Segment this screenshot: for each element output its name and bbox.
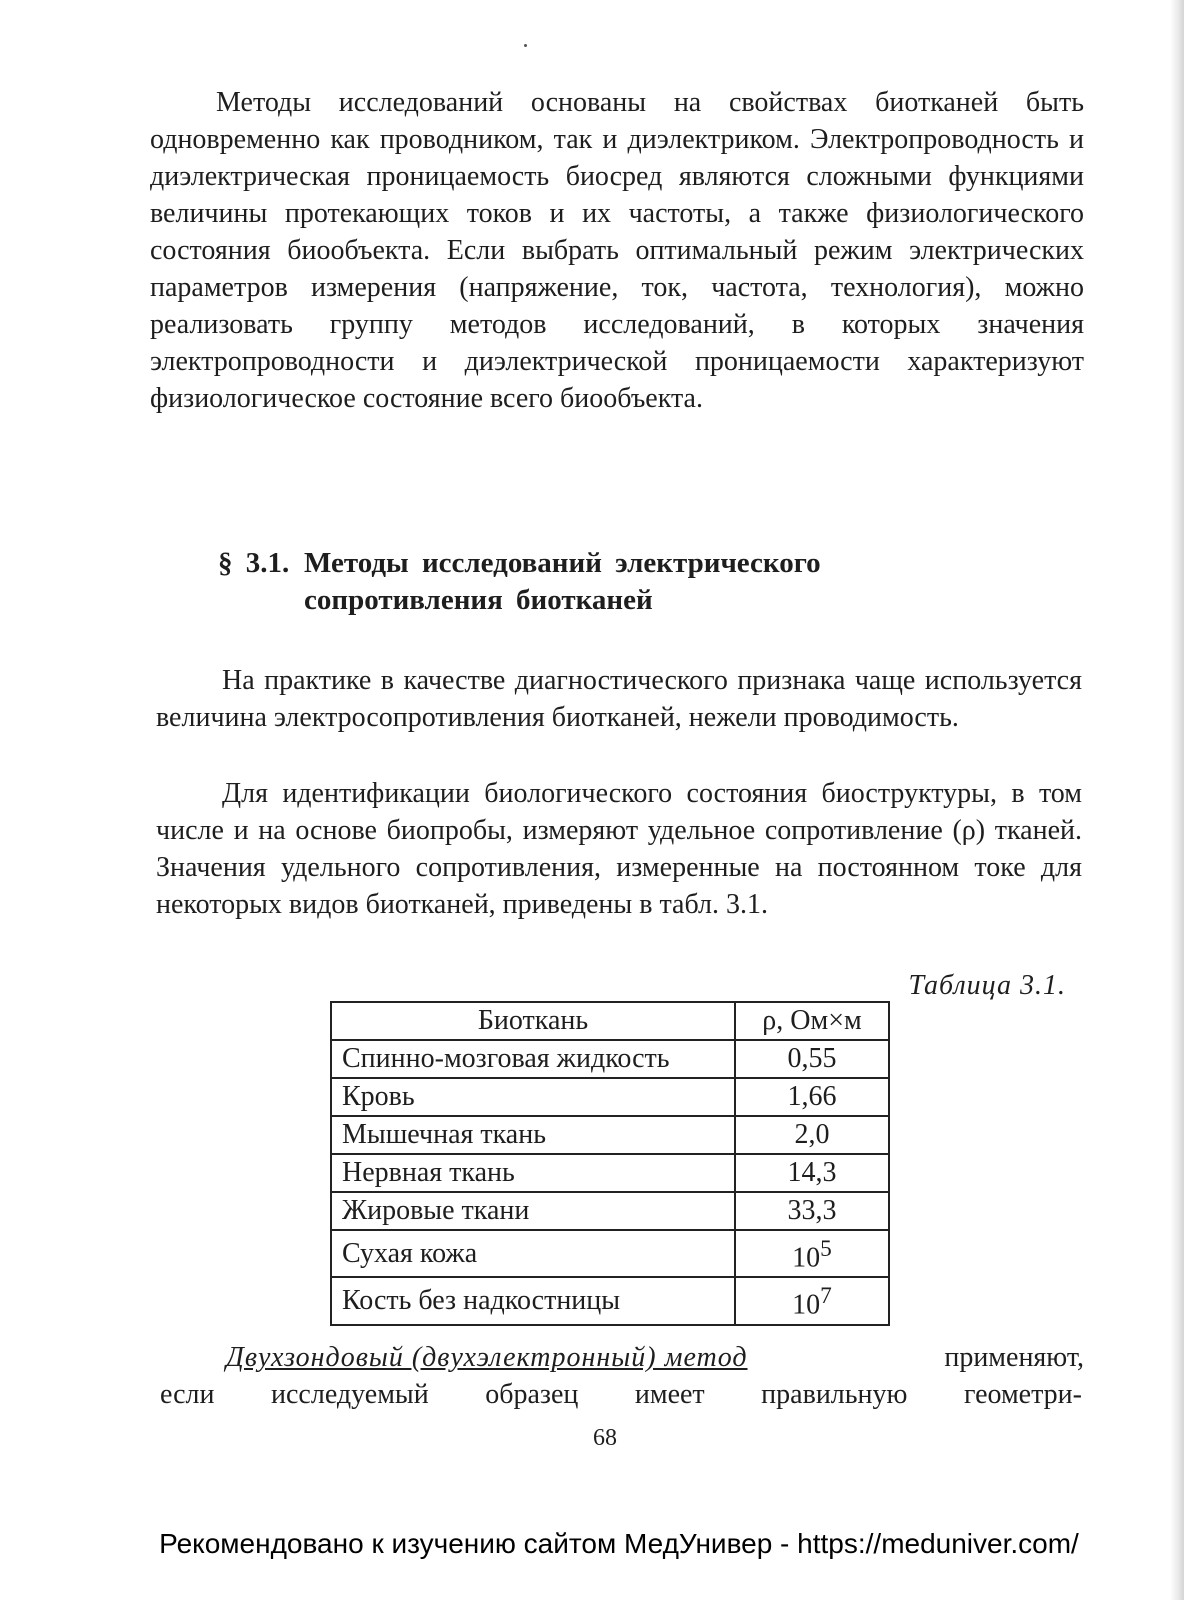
method-term: Двухзондовый (двухэлектронный) метод (226, 1342, 748, 1373)
table-row (331, 1192, 889, 1230)
paragraph-1 (156, 662, 1082, 736)
table-row (331, 1040, 889, 1078)
method-paragraph-line-1 (226, 1339, 1084, 1376)
table-row (331, 1277, 889, 1324)
value-cell: 1,66 (735, 1078, 889, 1116)
table-row (331, 1154, 889, 1192)
scan-speck (524, 44, 527, 47)
section-number: § 3.1. (218, 547, 290, 579)
value-cell (735, 1277, 889, 1324)
tissue-cell: Жировые ткани (331, 1192, 735, 1230)
section-title-line-2: сопротивления биотканей (304, 584, 653, 616)
value-cell (735, 1230, 889, 1277)
intro-paragraph (150, 84, 1084, 417)
paragraph-1-text: На практике в качестве диагностического признака чаще используется величина электросопротивления биотканей, нежели проводимость. (156, 665, 1082, 733)
table-row (331, 1230, 889, 1277)
tissue-cell: Кровь (331, 1078, 735, 1116)
section-title-line-1: Методы исследований электрического (304, 547, 821, 579)
value-cell: 2,0 (735, 1116, 889, 1154)
method-paragraph-line-2: если исследуемый образец имеет правильную геометри- (160, 1379, 1082, 1410)
value-base: 10 (792, 1289, 821, 1321)
tissue-cell: Сухая кожа (331, 1230, 735, 1277)
paragraph-2 (156, 775, 1082, 923)
tissue-cell: Спинно-мозговая жидкость (331, 1040, 735, 1078)
header-tissue: Биоткань (331, 1002, 735, 1040)
page-edge (1170, 0, 1184, 1600)
footer-note: Рекомендовано к изучению сайтом МедУнивер - https://meduniver.com/ (159, 1528, 1079, 1559)
table-header-row (331, 1002, 889, 1040)
method-line-1-rest: применяют, (944, 1342, 1084, 1373)
tissue-cell: Нервная ткань (331, 1154, 735, 1192)
value-cell: 14,3 (735, 1154, 889, 1192)
value-exponent: 7 (820, 1283, 832, 1310)
value-cell: 33,3 (735, 1192, 889, 1230)
header-resistivity: ρ, Ом×м (735, 1002, 889, 1040)
page-number: 68 (593, 1425, 617, 1451)
value-exponent: 5 (820, 1236, 832, 1262)
value-base: 10 (792, 1242, 821, 1274)
value-cell: 0,55 (735, 1040, 889, 1078)
section-heading (218, 545, 1038, 619)
table-row (331, 1078, 889, 1116)
paragraph-2-text: Для идентификации биологического состояния биоструктуры, в том числе и на основе биопробы, измеряют удельное сопротивление (ρ) тканей. Значения удельного сопротивления, измеренные на постоянном токе для некоторых видов биотканей, приведены в табл. 3.1. (156, 778, 1082, 920)
tissue-cell: Кость без надкостницы (331, 1277, 735, 1324)
tissue-cell: Мышечная ткань (331, 1116, 735, 1154)
table-row (331, 1116, 889, 1154)
resistivity-table (330, 1001, 890, 1326)
table-caption: Таблица 3.1. (908, 970, 1066, 1001)
intro-paragraph-text: Методы исследований основаны на свойствах биотканей быть одновременно как проводником, так и диэлектриком. Электропроводность и диэлектрическая проницаемость биосред являются сложными функциями величины протекающих токов и их частоты, а также физиологического состояния биообъекта. Если выбрать оптимальный режим электрических параметров измерения (напряжение, ток, частота, технология), можно реализовать группу методов исследований, в которых значения электропроводности и диэлектрической проницаемости характеризуют физиологическое состояние всего биообъекта. (150, 87, 1084, 414)
